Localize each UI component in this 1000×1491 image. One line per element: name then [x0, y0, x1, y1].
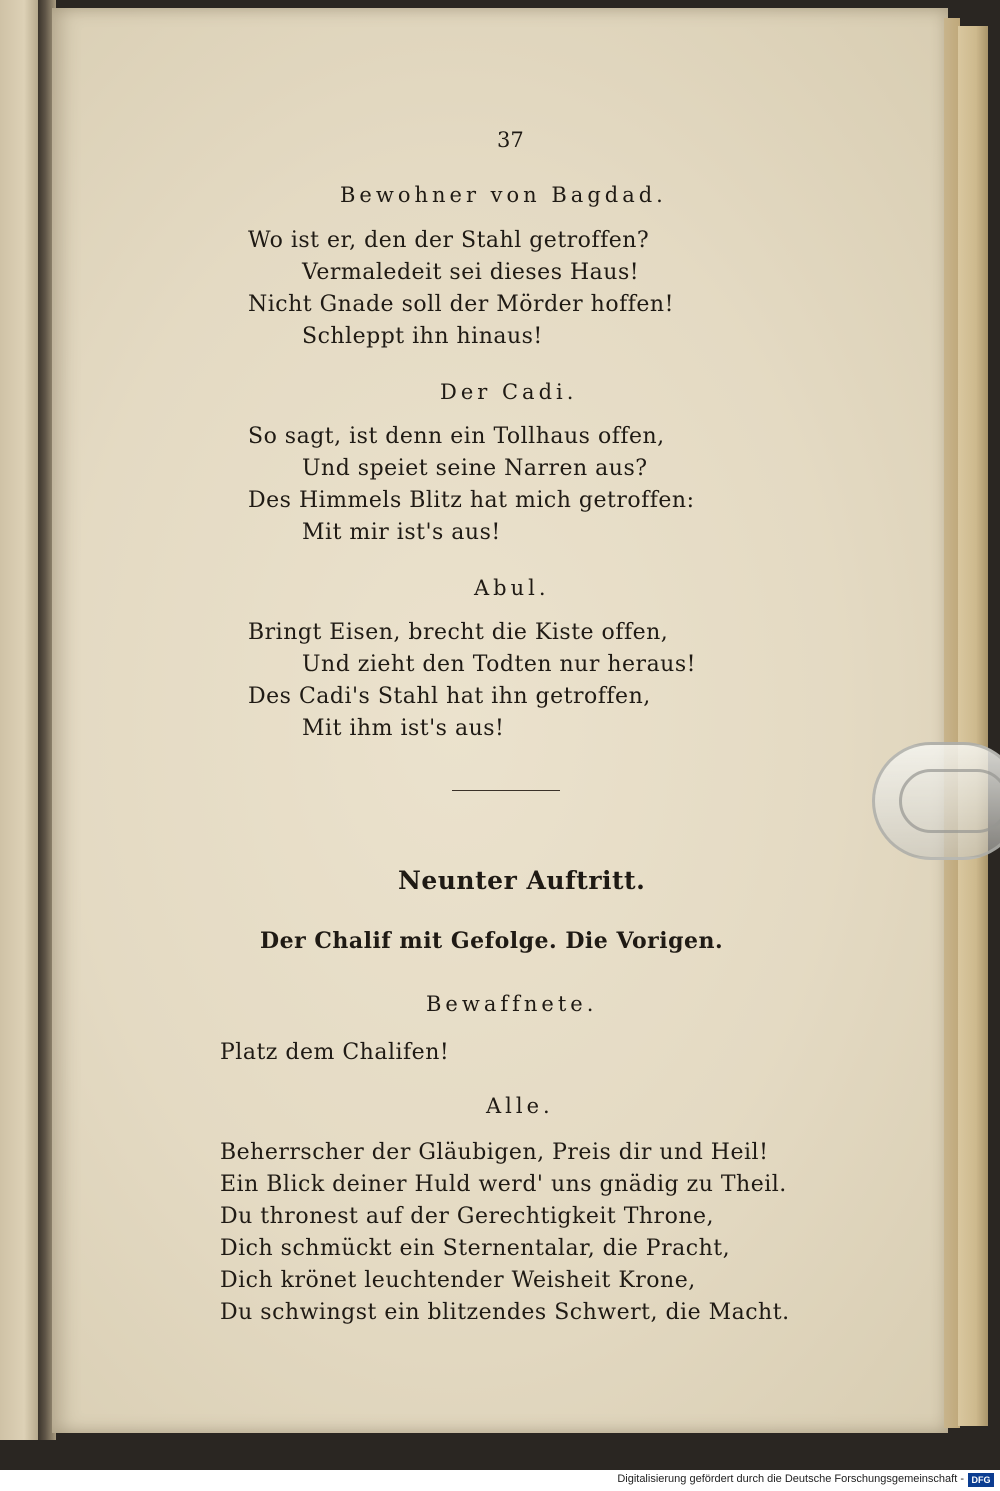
verse-line: Du schwingst ein blitzendes Schwert, die Macht.	[220, 1300, 790, 1325]
speaker-heading: Bewaffnete.	[426, 992, 598, 1016]
credit-bar	[0, 1470, 1000, 1491]
verse-line: Bringt Eisen, brecht die Kiste offen,	[248, 620, 669, 645]
speaker-heading: Der Cadi.	[440, 380, 578, 404]
section-divider	[452, 790, 560, 791]
verse-line: Mit ihm ist's aus!	[302, 716, 505, 741]
verse-line: Nicht Gnade soll der Mörder hoffen!	[248, 292, 674, 317]
scene-cast: Der Chalif mit Gefolge. Die Vorigen.	[260, 928, 724, 954]
verse-line: Schleppt ihn hinaus!	[302, 324, 543, 349]
verse-line: Dich krönet leuchtender Weisheit Krone,	[220, 1268, 696, 1293]
verse-line: Beherrscher der Gläubigen, Preis dir und Heil!	[220, 1140, 769, 1165]
verse-line: Du thronest auf der Gerechtigkeit Throne,	[220, 1204, 715, 1229]
credit-text: Digitalisierung gefördert durch die Deutsche Forschungsgemeinschaft -	[617, 1473, 964, 1485]
dfg-logo: DFG	[968, 1473, 994, 1487]
verse-line: Des Himmels Blitz hat mich getroffen:	[248, 488, 695, 513]
speaker-heading: Alle.	[486, 1094, 554, 1118]
verse-line: Vermaledeit sei dieses Haus!	[302, 260, 640, 285]
verse-line: Des Cadi's Stahl hat ihn getroffen,	[248, 684, 651, 709]
paper-clip-loop	[899, 769, 1000, 833]
verse-line: Ein Blick deiner Huld werd' uns gnädig zu Theil.	[220, 1172, 787, 1197]
verse-line: Und zieht den Todten nur heraus!	[302, 652, 696, 677]
page-number: 37	[497, 128, 524, 152]
verse-line: Dich schmückt ein Sternentalar, die Pracht,	[220, 1236, 731, 1261]
speaker-heading: Abul.	[474, 576, 550, 600]
verse-line: So sagt, ist denn ein Tollhaus offen,	[248, 424, 665, 449]
verse-line: Wo ist er, den der Stahl getroffen?	[248, 228, 650, 253]
scene-title: Neunter Auftritt.	[398, 866, 646, 895]
paper-clip	[872, 742, 1000, 860]
page-stack-edge-outer	[958, 26, 988, 1426]
verse-line: Mit mir ist's aus!	[302, 520, 501, 545]
verse-line: Und speiet seine Narren aus?	[302, 456, 648, 481]
verse-line: Platz dem Chalifen!	[220, 1040, 450, 1065]
speaker-heading: Bewohner von Bagdad.	[340, 183, 667, 207]
